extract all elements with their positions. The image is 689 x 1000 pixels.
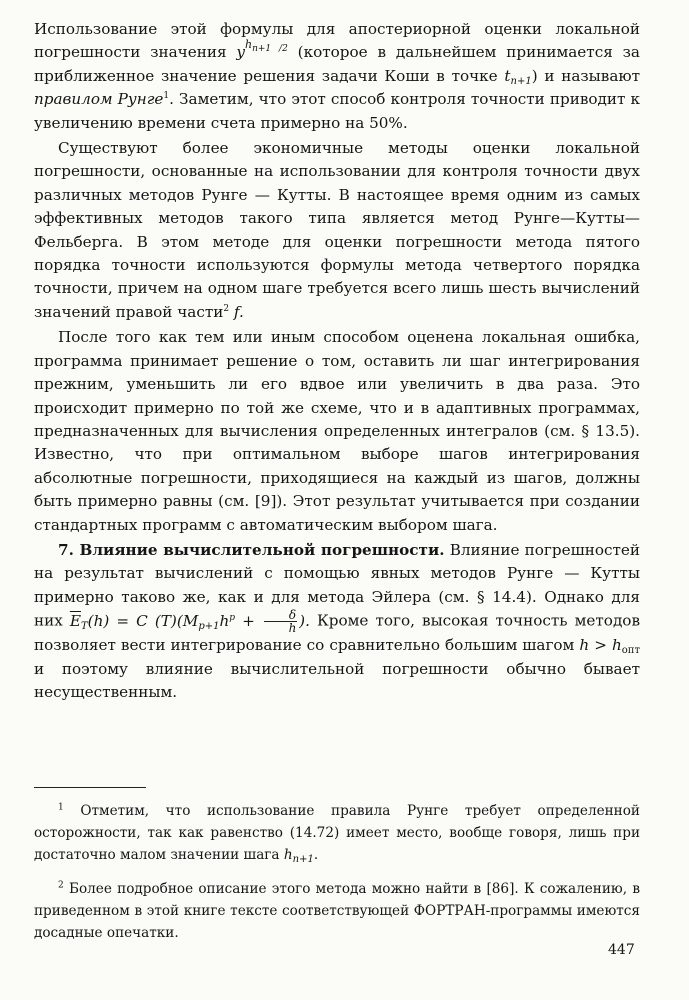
formula-step-n1 bbox=[284, 847, 314, 863]
symbol: = C (T)(M bbox=[109, 611, 199, 630]
footnote-mark: 1 bbox=[58, 802, 64, 813]
numerator: δ bbox=[264, 609, 297, 622]
subscript: опт bbox=[621, 645, 640, 657]
symbol: h bbox=[283, 847, 293, 863]
symbol: + bbox=[235, 611, 262, 630]
symbol-f: f. bbox=[229, 302, 244, 321]
term-runge-rule: правилом Рунге bbox=[34, 90, 164, 109]
text: . bbox=[313, 847, 319, 863]
section-heading: 7. Влияние вычислительной погрешности. bbox=[58, 540, 445, 559]
text: Более подробное описание этого метода можно найти в [86]. К сожалению, в приведенном в этой книге тексте соответствующей ФОРТРАН-программы имеются досадные опечатки. bbox=[34, 881, 640, 941]
page-body bbox=[34, 18, 640, 706]
footnote-ref-2[interactable]: 2 bbox=[223, 303, 230, 314]
formula-y-half bbox=[236, 38, 288, 62]
paragraph-runge-rule bbox=[34, 18, 640, 135]
text: Существуют более экономичные методы оценки локальной погрешности, основанные на использовании для контроля точности двух различных методов Рунге — Кутты. В настоящее время одним из самых эффективных методов такого типа является метод Рунге—Кутты—Фельберга. В этом методе для оценки погрешности метода пятого порядка точности используются формулы метода четвертого порядка точности, причем на одном шаге требуется всего лишь шесть вычислений значений правой части bbox=[34, 139, 640, 321]
footnote-1 bbox=[34, 800, 640, 866]
subscript: n+1 bbox=[510, 75, 532, 87]
formula-t bbox=[504, 67, 531, 85]
symbol: h bbox=[219, 611, 230, 630]
denominator: h bbox=[288, 621, 297, 636]
text: . Заметим, что этот способ контроля точности приводит к увеличению времени счета примерно на 50%. bbox=[34, 90, 640, 132]
footnote-2 bbox=[34, 878, 640, 944]
superscript: p bbox=[229, 612, 236, 623]
symbol: (h) bbox=[87, 611, 110, 630]
symbol: > bbox=[589, 636, 612, 655]
symbol: h bbox=[611, 636, 622, 655]
symbol: h bbox=[579, 636, 590, 655]
symbol: t bbox=[504, 66, 511, 85]
subscript: p+1 bbox=[198, 620, 220, 632]
subscript: n+1 /2 bbox=[252, 44, 288, 55]
symbol: h bbox=[244, 38, 253, 52]
text: Использование этой формулы для апостериорной оценки локальной погрешности значения bbox=[34, 20, 640, 62]
formula-step bbox=[579, 636, 640, 657]
fraction bbox=[264, 609, 297, 634]
footnote-divider bbox=[34, 787, 146, 788]
page-number: 447 bbox=[608, 942, 635, 958]
paragraph-step-control: После того как тем или иным способом оценена локальная ошибка, программа принимает решение о том, оставить ли шаг интегрирования прежним, уменьшить ли его вдвое или увеличить в два раза. Это происходит примерно по той же схеме, что и в адаптивных программах, предназначенных для вычисления определенных интегралов (см. § 13.5). Известно, что при оптимальном выборе шагов интегрирования абсолютные погрешности, приходящиеся на каждый из шагов, должны быть примерно равны (см. [9]). Этот результат учитывается при создании стандартных программ с автоматическим выбором шага. bbox=[34, 328, 640, 534]
text: Отметим, что использование правила Рунге требует определенной осторожности, так как равенство (14.72) имеет место, вообще говоря, лишь при достаточно малом значении шага bbox=[34, 803, 640, 863]
footnote-ref-1[interactable]: 1 bbox=[163, 91, 170, 102]
text: Влияние погрешностей на результат вычислений с помощью явных методов Рунге — Кутты примерно таково же, как и для метода Эйлера (см. § 14.4). Однако для них bbox=[34, 540, 640, 630]
text: (которое в дальнейшем принимается за приближенное значение решения задачи Коши в точке bbox=[34, 43, 640, 85]
symbol: y bbox=[236, 43, 245, 62]
formula-error-estimate bbox=[69, 608, 310, 636]
symbol: ). bbox=[299, 611, 310, 630]
text: и поэтому влияние вычислительной погрешности обычно бывает несущественным. bbox=[34, 659, 640, 701]
paragraph-computational-error bbox=[34, 539, 640, 704]
symbol: $\overline{E}$ bbox=[69, 611, 81, 630]
subscript: n+1 bbox=[292, 854, 314, 865]
text: ) и называют bbox=[531, 66, 640, 85]
footnote-mark: 2 bbox=[58, 880, 64, 891]
superscript bbox=[244, 38, 288, 55]
text: Кроме того, высокая точность методов позволяет вести интегрирование со сравнительно большим шагом bbox=[34, 611, 640, 655]
subscript: T bbox=[80, 620, 88, 632]
paragraph-economic-methods bbox=[34, 137, 640, 324]
